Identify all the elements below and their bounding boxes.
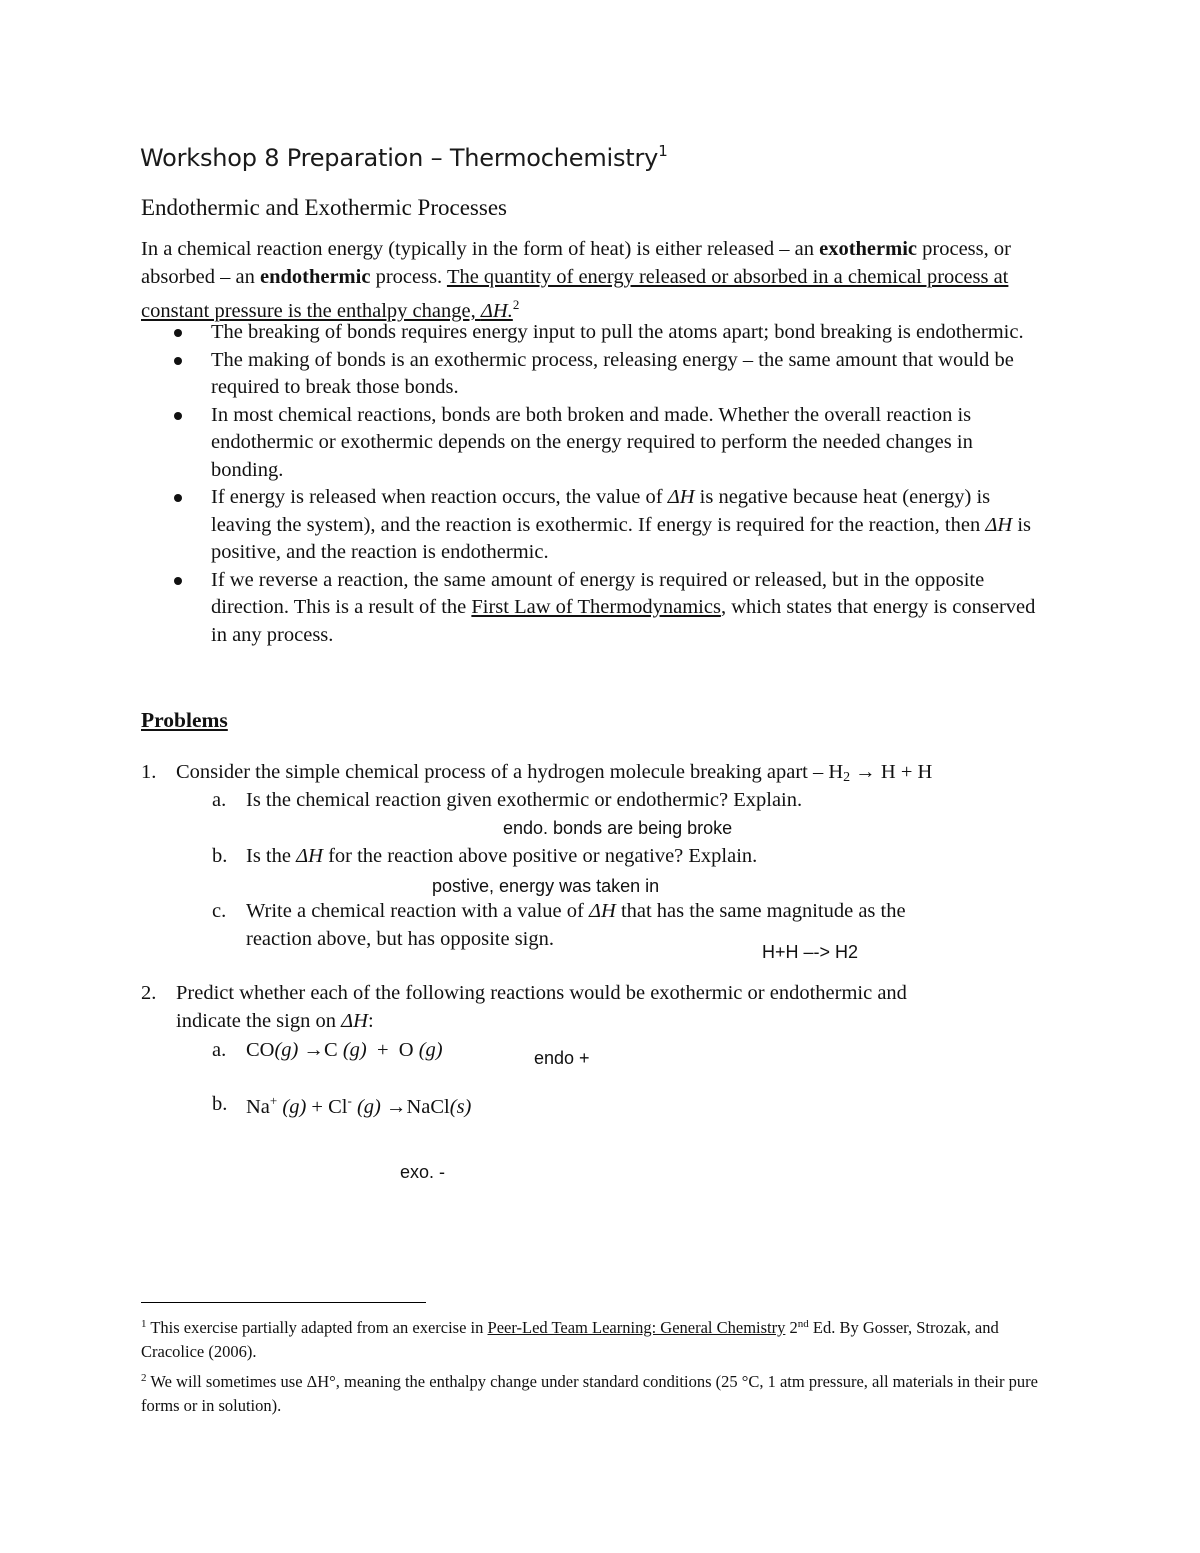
q1c-text: Write a chemical reaction with a value of ΔH that has the same magnitude as the bbox=[246, 900, 906, 922]
list-item: If we reverse a reaction, the same amount of energy is required or released, but in the opposite direction. This is a result of the First Law of Thermodynamics, which states that energy is conserved in any process. bbox=[141, 567, 1041, 650]
q2-text: Predict whether each of the following reactions would be exothermic or endothermic and bbox=[176, 982, 907, 1004]
footnote-ref-1[interactable]: 1 bbox=[658, 142, 668, 160]
q1c-text-line2: reaction above, but has opposite sign. bbox=[246, 928, 555, 950]
q2b-reaction: Na+ (g) + Cl- (g) →NaCl(s) bbox=[246, 1093, 472, 1118]
list-item: The making of bonds is an exothermic process, releasing energy – the same amount that would be required to break those bonds. bbox=[141, 347, 1041, 402]
q1a-text: Is the chemical reaction given exothermic or endothermic? Explain. bbox=[246, 789, 803, 811]
q1b-label: b. bbox=[212, 845, 228, 867]
q1a-answer: endo. bonds are being broke bbox=[503, 818, 733, 838]
q2b-label: b. bbox=[212, 1093, 228, 1115]
q1b-text: Is the ΔH for the reaction above positive or negative? Explain. bbox=[246, 845, 758, 867]
q2a-reaction: CO(g) →C (g) + O (g) bbox=[246, 1039, 443, 1061]
first-law-link[interactable]: First Law of Thermodynamics bbox=[471, 596, 721, 618]
problems-heading: Problems bbox=[141, 708, 228, 732]
q1c-answer: H+H –-> H2 bbox=[762, 942, 859, 962]
list-item: In most chemical reactions, bonds are both broken and made. Whether the overall reaction is endothermic or exothermic depends on the energy required to perform the needed changes in bonding. bbox=[141, 402, 1041, 485]
section-heading: Endothermic and Exothermic Processes bbox=[141, 195, 507, 220]
q2-number: 2. bbox=[141, 982, 157, 1004]
q1c-label: c. bbox=[212, 900, 227, 922]
bullet-list bbox=[141, 319, 1041, 649]
list-item: The breaking of bonds requires energy input to pull the atoms apart; bond breaking is endothermic. bbox=[141, 319, 1041, 347]
page-title: Workshop 8 Preparation – Thermochemistry$^1$ bbox=[140, 142, 668, 172]
q2-text-line2: indicate the sign on ΔH: bbox=[176, 1010, 374, 1032]
footnote-separator bbox=[141, 1302, 426, 1303]
bullet-icon bbox=[174, 494, 182, 502]
q1-text: Consider the simple chemical process of a hydrogen molecule breaking apart – H2 → H + H bbox=[176, 761, 933, 785]
bullet-icon bbox=[174, 412, 182, 420]
q1a-label: a. bbox=[212, 789, 227, 811]
bullet-icon bbox=[174, 577, 182, 585]
footnote-2: $^2$ We will sometimes use ΔH°, meaning the enthalpy change under standard conditions (25 °C, 1 atm pressure, all materials in their pure forms or in solution). bbox=[141, 1372, 1038, 1415]
q2b-answer: exo. - bbox=[400, 1162, 446, 1182]
q2a-label: a. bbox=[212, 1039, 227, 1061]
q1-number: 1. bbox=[141, 761, 157, 783]
bullet-icon bbox=[174, 329, 182, 337]
list-item: If energy is released when reaction occurs, the value of ΔH is negative because heat (energy) is leaving the system), and the reaction is exothermic. If energy is required for the reaction, then ΔH is positive, and the reaction is endothermic. bbox=[141, 484, 1041, 567]
intro-paragraph: In a chemical reaction energy (typically in the form of heat) is either released – an exothermic process, or absorbed – an endothermic process. The quantity of energy released or absorbed in a chemical process at constant pressure is the enthalpy change, ΔH.$^2$ bbox=[141, 238, 1011, 322]
bullet-icon bbox=[174, 357, 182, 365]
q2a-answer: endo + bbox=[534, 1048, 590, 1068]
footnote-ref-2[interactable]: 2 bbox=[512, 297, 520, 312]
footnote-1: $^1$ This exercise partially adapted from an exercise in Peer-Led Team Learning: General Chemistry 2nd Ed. By Gosser, Strozak, and Cracolice (2006). bbox=[141, 1318, 999, 1361]
q1b-answer: postive, energy was taken in bbox=[432, 876, 660, 896]
